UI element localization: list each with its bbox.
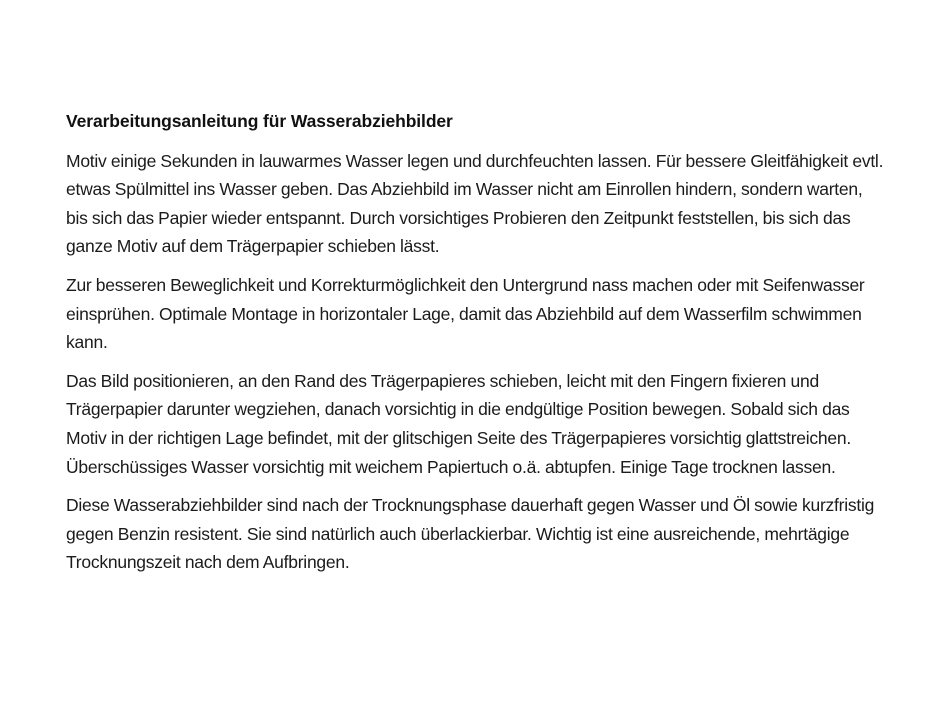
paragraph-drying-resistance-notes: Diese Wasserabziehbilder sind nach der Trocknungsphase dauerhaft gegen Wasser und Öl sowie kurzfristig gegen Benzin resistent. Sie sind natürlich auch überlackierbar. Wichtig ist eine ausreichende, mehrtägige Trocknungszeit nach dem Aufbringen. [66,495,875,573]
paragraph-surface-preparation: Zur besseren Beweglichkeit und Korrekturmöglichkeit den Untergrund nass machen oder mit Seifenwasser einsprühen. Optimale Montage in horizontaler Lage, damit das Abziehbild auf dem Wasserfilm schwimmen kann. [66,274,865,353]
document-title: Verarbeitungsanleitung für Wasserabziehbilder [66,111,453,131]
paragraph-soaking-instructions: Motiv einige Sekunden in lauwarmes Wasser legen und durchfeuchten lassen. Für bessere Gleitfähigkeit evtl. etwas Spülmittel ins Wasser geben. Das Abziehbild im Wasser nicht am Einrollen hindern, sondern warten, bis sich das Papier wieder entspannt. Durch vorsichtiges Probieren den Zeitpunkt feststellen, bis sich das ganze Motiv auf dem Trägerpapier schieben lässt. [66,150,884,257]
paragraph-positioning-instructions: Das Bild positionieren, an den Rand des Trägerpapieres schieben, leicht mit den Fingern fixieren und Trägerpapier darunter wegziehen, danach vorsichtig in die endgültige Position bewegen. Sobald sich das Motiv in der richtigen Lage befindet, mit der glitschigen Seite des Trägerpapieres vorsichtig glattstreichen. Überschüssiges Wasser vorsichtig mit weichem Papiertuch o.ä. abtupfen. Einige Tage trocknen lassen. [66,370,851,477]
